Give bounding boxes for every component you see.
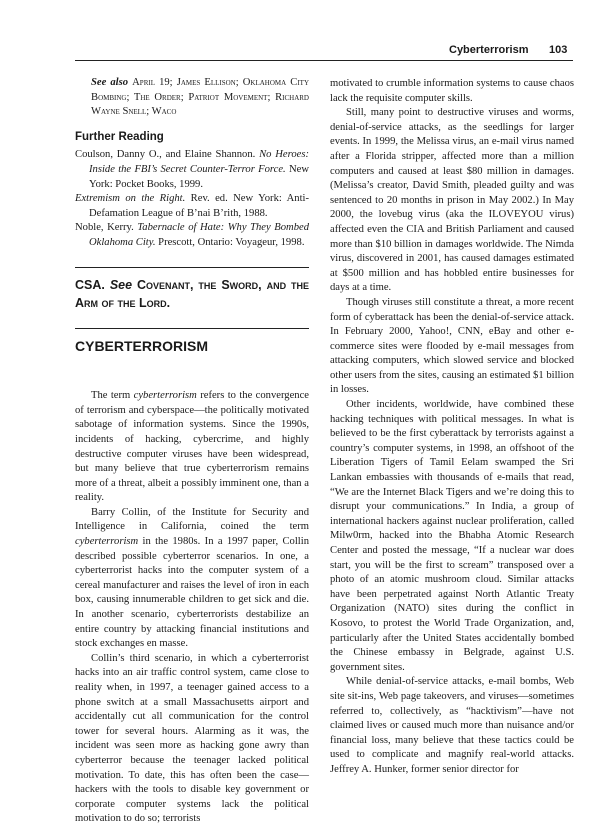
body-paragraph: motivated to crumble information systems to cause chaos lack the requisite computer skills. (330, 78, 574, 104)
text: refers to the convergence of terrorism and cyberspace—the politically motivated sabotage of information systems. Since the 1990s, incidents of hacking, cybercrime, and highly destructive computer viruses have been widespread, but many believe that true cyberterrorism remains more of a threat, albeit a possibly imminent one, than a reality. (75, 390, 309, 504)
csa-see: See (109, 277, 133, 292)
ref-publication: Prescott, Ontario: Voyageur, 1998. (158, 236, 305, 248)
further-reading-title: Further Reading (75, 130, 164, 143)
body-paragraph (75, 389, 309, 506)
running-header-title: Cyberterrorism (449, 44, 529, 56)
ref-title: Tabernacle of Hate: Why They Bombed Oklahoma City. (89, 222, 309, 248)
see-also (75, 76, 309, 120)
divider (75, 328, 309, 329)
reference-item (75, 221, 309, 250)
body-paragraph: Collin’s third scenario, in which a cyberterrorist hacks into an air traffic control system, came close to reality when, in 1997, a teenager gained access to a phone switch at a small Massachusetts airport and accidentally cut all communication for the control tower for several hours. Alarming as it was, the incident was seen more as hacking gone awry than cyberterror because the teenager lacked political motivation. To date, this has often been the case—hackers with the tools to disable key government or corporate computer systems lack the political motivation to do so; terrorists (75, 652, 309, 825)
ref-publication: New York: Pocket Books, 1999. (89, 163, 309, 190)
divider (75, 267, 309, 268)
see-also-lead: See also (91, 77, 129, 88)
reference-item (75, 148, 309, 192)
ref-publication: Rev. ed. New York: Anti-Defamation League of B’nai B’rith, 1988. (89, 193, 309, 219)
left-column (75, 76, 309, 827)
body-paragraph: Other incidents, worldwide, have combined these hacking techniques with political messages. In what is believed to be the first cyberattack by terrorists against a country’s computer systems, in 1998, an offshoot of the Liberation Tigers of Tamil Eelam swamped the Sri Lankan embassies with thousands of e-mails that read, “We are the Internet Black Tigers and we’re doing this to disrupt your communications.” In India, a group of international hackers against nuclear proliferation, called Milw0rm, hacked into the Bhabha Atomic Research Center and posted the message, “If a nuclear war does start, you will be the first to scream” transposed over a photo of an atomic mushroom cloud. Similar attacks have been perpetrated against North Atlantic Treaty Organization (NATO) sites during the conflict in Kosovo, to protest the World Trade Organization, and, particularly after the United States accidentally bombed the Chinese embassy in Belgrade, against U.S. government sites. (330, 399, 574, 673)
ref-author: Noble, Kerry. (75, 222, 134, 234)
text: The term (91, 390, 134, 402)
ref-title: No Heroes: Inside the FBI’s Secret Counter-Terror Force. (89, 149, 309, 175)
text: in the 1980s. In a 1997 paper, Collin described possible cyberterror scenarios. In one, a cyberterrorist hacks into the computer system of a cereal manufacturer and raises the level of iron in each box, causing innumerable children to get sick and die. In another scenario, cyberterrorists destabilize an entire country by attacking financial institutions and stock exchanges en masse. (75, 536, 309, 650)
entry-title: CYBERTERRORISM (75, 337, 209, 354)
right-column (330, 77, 574, 778)
see-also-items: April 19; James Ellison; Oklahoma City Bombing; The Order; Patriot Movement; Richard Wayne Snell; Waco (91, 77, 310, 118)
body-paragraph: Though viruses still constitute a threat, a more recent form of cyberattack has been the denial-of-service attack. In February 2000, Yahoo!, CNN, eBay and other e-commerce sites were flooded by e-mail messages from attacking computers, which slowed service and blocked other users from the sites, causing an estimated $1 billion in losses. (330, 296, 574, 396)
term: cyberterrorism (133, 390, 197, 402)
csa-cross-reference (75, 276, 309, 312)
ref-author: Coulson, Danny O., and Elaine Shannon. (75, 149, 256, 161)
page-number: 103 (549, 44, 568, 56)
running-header (449, 44, 568, 56)
term: cyberterrorism (75, 536, 139, 548)
csa-label: CSA. (75, 277, 105, 292)
csa-target: Covenant, the Sword, and the Arm of the Lord. (75, 277, 309, 310)
reference-item (75, 192, 309, 221)
body-paragraph: Still, many point to destructive viruses and worms, denial-of-service attacks, as the seedlings for larger events. In 1999, the Melissa virus, an e-mail virus named after a Florida stripper, affected more than a million computers and caused at least $80 million in damages. (Melissa’s creator, David Smith, pleaded guilty and was sentenced to 20 months in prison in May 2002.) In May 2000, the lovebug virus (aka the ILOVEYOU virus) affected even the CIA and British Parliament and caused more than $10 billion in damages worldwide. The Nimda virus, discovered in 2001, has caused damages estimated at $500 million and has hobbled entire businesses for days at a time. (330, 107, 574, 294)
ref-title: Extremism on the Right. (75, 193, 186, 205)
body-paragraph (75, 506, 309, 652)
header-rule (75, 60, 573, 61)
text: Barry Collin, of the Institute for Security and Intelligence in California, coined the term (75, 506, 309, 533)
body-paragraph: While denial-of-service attacks, e-mail bombs, Web site sit-ins, Web page takeovers, and viruses—sometimes referred to, collectively, as “hacktivism”—have not claimed lives or caused much more than nuisance and/or financial loss, many believe that these tactics could be used to complicate and magnify real-world attacks. Jeffrey A. Hunker, former senior director for (330, 676, 574, 775)
